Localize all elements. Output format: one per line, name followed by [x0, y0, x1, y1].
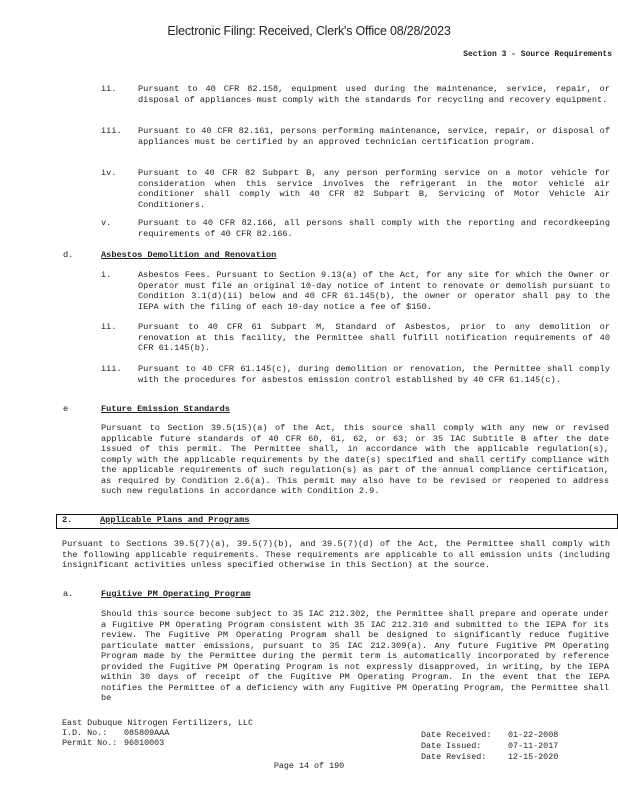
- section-2-header-box: [56, 514, 618, 529]
- subsection-heading: Future Emission Standards: [101, 404, 230, 414]
- list-item-number: i.: [101, 270, 112, 280]
- filing-stamp: Electronic Filing: Received, Clerk's Office 08/28/2023: [167, 24, 451, 38]
- list-item-number: iii.: [101, 364, 122, 374]
- footer-received-value: 01-22-2008: [508, 730, 559, 740]
- footer-permit-value: 96010003: [124, 738, 165, 748]
- list-item-text: Pursuant to 40 CFR 82.166, all persons shall comply with the reporting and recordkeeping requirements of 40 CFR 82.166.: [138, 218, 610, 239]
- subsection-heading: Asbestos Demolition and Renovation: [101, 250, 277, 260]
- subsection-letter: d.: [63, 250, 74, 260]
- list-item-text: Pursuant to 40 CFR 82.161, persons performing maintenance, service, repair, or disposal of appliances must be certified by an approved technician certification program.: [138, 126, 610, 147]
- footer-received-label: Date Received:: [421, 730, 492, 740]
- footer-issued-label: Date Issued:: [421, 741, 482, 751]
- list-item-text: Pursuant to 40 CFR 82 Subpart B, any person performing service on a motor vehicle for consideration when this service involves the refrigerant in the motor vehicle air conditioner shall comply with 40 CFR 82 Subpart B, Servicing of Motor Vehicle Air Conditioners.: [138, 168, 610, 210]
- list-item-number: v.: [101, 218, 112, 228]
- subsection-letter: e: [63, 404, 69, 414]
- footer-revised-value: 12-15-2020: [508, 752, 559, 762]
- footer-id-label: I.D. No.:: [62, 728, 108, 738]
- list-item-text: Pursuant to 40 CFR 61.145(c), during demolition or renovation, the Permittee shall comply with the procedures for asbestos emission control established by 40 CFR 61.145(c).: [138, 364, 610, 385]
- list-item-text: Pursuant to 40 CFR 61 Subpart M, Standard of Asbestos, prior to any demolition or renovation at this facility, the Permittee shall fulfill notification requirements of 40 CFR 61.145(b).: [138, 322, 610, 353]
- footer-company: East Dubuque Nitrogen Fertilizers, LLC: [62, 718, 253, 728]
- section-heading: Applicable Plans and Programs: [100, 515, 250, 525]
- section-number: 2.: [62, 515, 73, 525]
- list-item-number: ii.: [101, 322, 117, 332]
- paragraph: Pursuant to Section 39.5(15)(a) of the Act, this source shall comply with any new or revised applicable future standards of 40 CFR 60, 61, 62, or 63; or 35 IAC Subtitle B after the date issued of this permit. The Permittee shall, in accordance with the applicable regulation(s), comply with the applicable requirements by the date(s) specified and shall certify compliance with the applicable requirements of such regulation(s) as part of the annual compliance certification, as required by Condition 2.6(a). This permit may also have to be revised or reopened to address such new regulations in accordance with Condition 2.9.: [101, 423, 609, 496]
- subsection-letter: a.: [63, 589, 74, 599]
- page-number: Page 14 of 190: [273, 761, 345, 771]
- paragraph: Pursuant to Sections 39.5(7)(a), 39.5(7)(b), and 39.5(7)(d) of the Act, the Permittee shall comply with the following applicable requirements. These requirements are applicable to all emission units (including insignificant activities unless specified otherwise in this Section) at the source.: [62, 539, 610, 570]
- list-item-text: Pursuant to 40 CFR 82.158, equipment used during the maintenance, service, repair, or disposal of appliances must comply with the standards for recycling and recovery equipment.: [138, 84, 610, 105]
- list-item-number: ii.: [101, 84, 117, 94]
- footer-id-value: 085809AAA: [124, 728, 170, 738]
- subsection-heading: Fugitive PM Operating Program: [101, 589, 251, 599]
- footer-revised-label: Date Revised:: [421, 752, 487, 762]
- list-item-number: iii.: [101, 126, 122, 136]
- footer-permit-label: Permit No.:: [62, 738, 118, 748]
- list-item-text: Asbestos Fees. Pursuant to Section 9.13(a) of the Act, for any site for which the Owner or Operator must file an original 10-day notice of intent to renovate or demolish pursuant to Condition 3.1(d)(ii) below and 40 CFR 61.145(b), the owner or operator shall pay to the IEPA with the filing of each 10-day notice a fee of $150.: [138, 270, 610, 312]
- paragraph: Should this source become subject to 35 IAC 212.302, the Permittee shall prepare and operate under a Fugitive PM Operating Program consistent with 35 IAC 212.310 and submitted to the IEPA for its review. The Fugitive PM Operating Program shall be designed to significantly reduce fugitive particulate matter emissions, pursuant to 35 IAC 212.309(a). Any future Fugitive PM Operating Program made by the Permittee during the permit term is automatically incorporated by reference provided the Fugitive PM Operating Program is not expressly disapproved, in writing, by the IEPA within 30 days of receipt of the Fugitive PM Operating Program. In the event that the IEPA notifies the Permittee of a deficiency with any Fugitive PM Operating Program, the Permittee shall be: [101, 609, 609, 703]
- list-item-number: iv.: [101, 168, 117, 178]
- footer-issued-value: 07-11-2017: [508, 741, 559, 751]
- section-header: Section 3 - Source Requirements: [463, 50, 612, 59]
